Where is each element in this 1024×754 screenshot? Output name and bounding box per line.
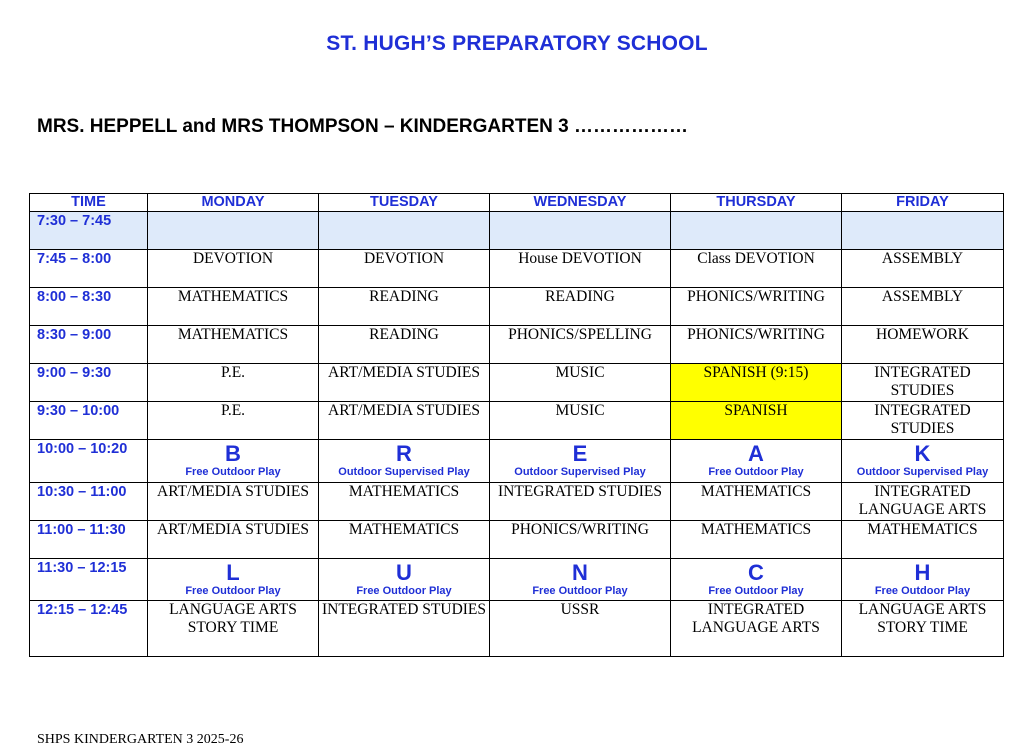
schedule-cell: PHONICS/SPELLING <box>490 326 671 364</box>
schedule-cell: ASSEMBLY <box>842 250 1004 288</box>
col-header-monday: MONDAY <box>148 194 319 212</box>
time-cell: 10:00 – 10:20 <box>30 440 148 483</box>
schedule-cell: MATHEMATICS <box>319 483 490 521</box>
schedule-cell <box>842 212 1004 250</box>
schedule-cell: P.E. <box>148 364 319 402</box>
timetable <box>29 193 1004 657</box>
break-note: Outdoor Supervised Play <box>338 466 470 478</box>
time-cell: 9:00 – 9:30 <box>30 364 148 402</box>
table-row-lunch <box>30 559 1004 601</box>
schedule-cell: MUSIC <box>490 402 671 440</box>
table-row <box>30 601 1004 657</box>
schedule-cell: ART/MEDIA STUDIES <box>148 521 319 559</box>
table-row <box>30 288 1004 326</box>
break-letter: B <box>225 441 241 466</box>
lunch-note: Free Outdoor Play <box>708 585 804 597</box>
schedule-cell: HOMEWORK <box>842 326 1004 364</box>
break-cell <box>148 440 319 483</box>
schedule-cell: READING <box>319 288 490 326</box>
col-header-wednesday: WEDNESDAY <box>490 194 671 212</box>
lunch-cell <box>319 559 490 601</box>
class-title: MRS. HEPPELL and MRS THOMPSON – KINDERGARTEN 3 ……………… <box>37 116 688 137</box>
school-title: ST. HUGH’S PREPARATORY SCHOOL <box>326 32 708 55</box>
col-header-thursday: THURSDAY <box>671 194 842 212</box>
schedule-cell: ART/MEDIA STUDIES <box>148 483 319 521</box>
table-row <box>30 402 1004 440</box>
schedule-cell: USSR <box>490 601 671 657</box>
lunch-cell <box>490 559 671 601</box>
break-cell <box>319 440 490 483</box>
schedule-cell: MATHEMATICS <box>842 521 1004 559</box>
time-cell: 12:15 – 12:45 <box>30 601 148 657</box>
break-note: Outdoor Supervised Play <box>856 466 989 478</box>
time-cell: 11:00 – 11:30 <box>30 521 148 559</box>
schedule-cell: House DEVOTION <box>490 250 671 288</box>
break-letter: K <box>914 441 931 466</box>
lunch-letter: C <box>748 560 764 585</box>
time-cell: 8:30 – 9:00 <box>30 326 148 364</box>
schedule-cell <box>319 212 490 250</box>
lunch-letter: U <box>396 560 412 585</box>
schedule-cell: PHONICS/WRITING <box>490 521 671 559</box>
schedule-cell: Class DEVOTION <box>671 250 842 288</box>
col-header-tuesday: TUESDAY <box>319 194 490 212</box>
schedule-cell: INTEGRATED LANGUAGE ARTS <box>842 483 1004 521</box>
break-letter: R <box>396 441 412 466</box>
schedule-cell: INTEGRATED STUDIES <box>842 402 1004 440</box>
schedule-cell: MUSIC <box>490 364 671 402</box>
schedule-cell: READING <box>319 326 490 364</box>
time-cell: 11:30 – 12:15 <box>30 559 148 601</box>
lunch-note: Free Outdoor Play <box>532 585 628 597</box>
lunch-note: Free Outdoor Play <box>185 585 281 597</box>
table-row <box>30 521 1004 559</box>
schedule-cell: MATHEMATICS <box>319 521 490 559</box>
time-cell: 8:00 – 8:30 <box>30 288 148 326</box>
schedule-cell <box>490 212 671 250</box>
table-row <box>30 364 1004 402</box>
footer-text: SHPS KINDERGARTEN 3 2025-26 <box>37 732 244 747</box>
lunch-letter: H <box>914 560 931 585</box>
schedule-cell <box>671 212 842 250</box>
schedule-cell: ASSEMBLY <box>842 288 1004 326</box>
schedule-cell: ART/MEDIA STUDIES <box>319 402 490 440</box>
break-note: Free Outdoor Play <box>708 466 804 478</box>
schedule-cell: DEVOTION <box>148 250 319 288</box>
lunch-letter: L <box>226 560 240 585</box>
lunch-letter: N <box>572 560 588 585</box>
table-row <box>30 326 1004 364</box>
schedule-cell: MATHEMATICS <box>671 521 842 559</box>
table-row <box>30 250 1004 288</box>
lunch-note: Free Outdoor Play <box>356 585 452 597</box>
time-cell: 10:30 – 11:00 <box>30 483 148 521</box>
schedule-cell: INTEGRATED STUDIES <box>319 601 490 657</box>
time-cell: 9:30 – 10:00 <box>30 402 148 440</box>
schedule-cell: MATHEMATICS <box>148 326 319 364</box>
schedule-cell: LANGUAGE ARTS STORY TIME <box>148 601 319 657</box>
schedule-cell: LANGUAGE ARTS STORY TIME <box>842 601 1004 657</box>
break-note: Free Outdoor Play <box>185 466 281 478</box>
schedule-cell: MATHEMATICS <box>148 288 319 326</box>
schedule-cell: READING <box>490 288 671 326</box>
schedule-cell: INTEGRATED LANGUAGE ARTS <box>671 601 842 657</box>
schedule-cell-highlighted: SPANISH (9:15) <box>671 364 842 402</box>
schedule-cell: P.E. <box>148 402 319 440</box>
break-cell <box>490 440 671 483</box>
table-row <box>30 212 1004 250</box>
col-header-friday: FRIDAY <box>842 194 1004 212</box>
break-letter: E <box>572 441 588 466</box>
table-row <box>30 483 1004 521</box>
schedule-cell: PHONICS/WRITING <box>671 326 842 364</box>
schedule-cell: INTEGRATED STUDIES <box>490 483 671 521</box>
schedule-cell-highlighted: SPANISH <box>671 402 842 440</box>
lunch-cell <box>842 559 1004 601</box>
time-cell: 7:45 – 8:00 <box>30 250 148 288</box>
schedule-cell: MATHEMATICS <box>671 483 842 521</box>
header-row <box>30 194 1004 212</box>
break-note: Outdoor Supervised Play <box>514 466 646 478</box>
break-cell <box>842 440 1004 483</box>
schedule-cell: INTEGRATED STUDIES <box>842 364 1004 402</box>
lunch-cell <box>148 559 319 601</box>
schedule-cell: ART/MEDIA STUDIES <box>319 364 490 402</box>
schedule-cell: PHONICS/WRITING <box>671 288 842 326</box>
table-row-break <box>30 440 1004 483</box>
lunch-note: Free Outdoor Play <box>874 585 971 597</box>
time-cell: 7:30 – 7:45 <box>30 212 148 250</box>
lunch-cell <box>671 559 842 601</box>
schedule-cell <box>148 212 319 250</box>
break-letter: A <box>748 441 764 466</box>
col-header-time: TIME <box>30 194 148 212</box>
schedule-cell: DEVOTION <box>319 250 490 288</box>
break-cell <box>671 440 842 483</box>
